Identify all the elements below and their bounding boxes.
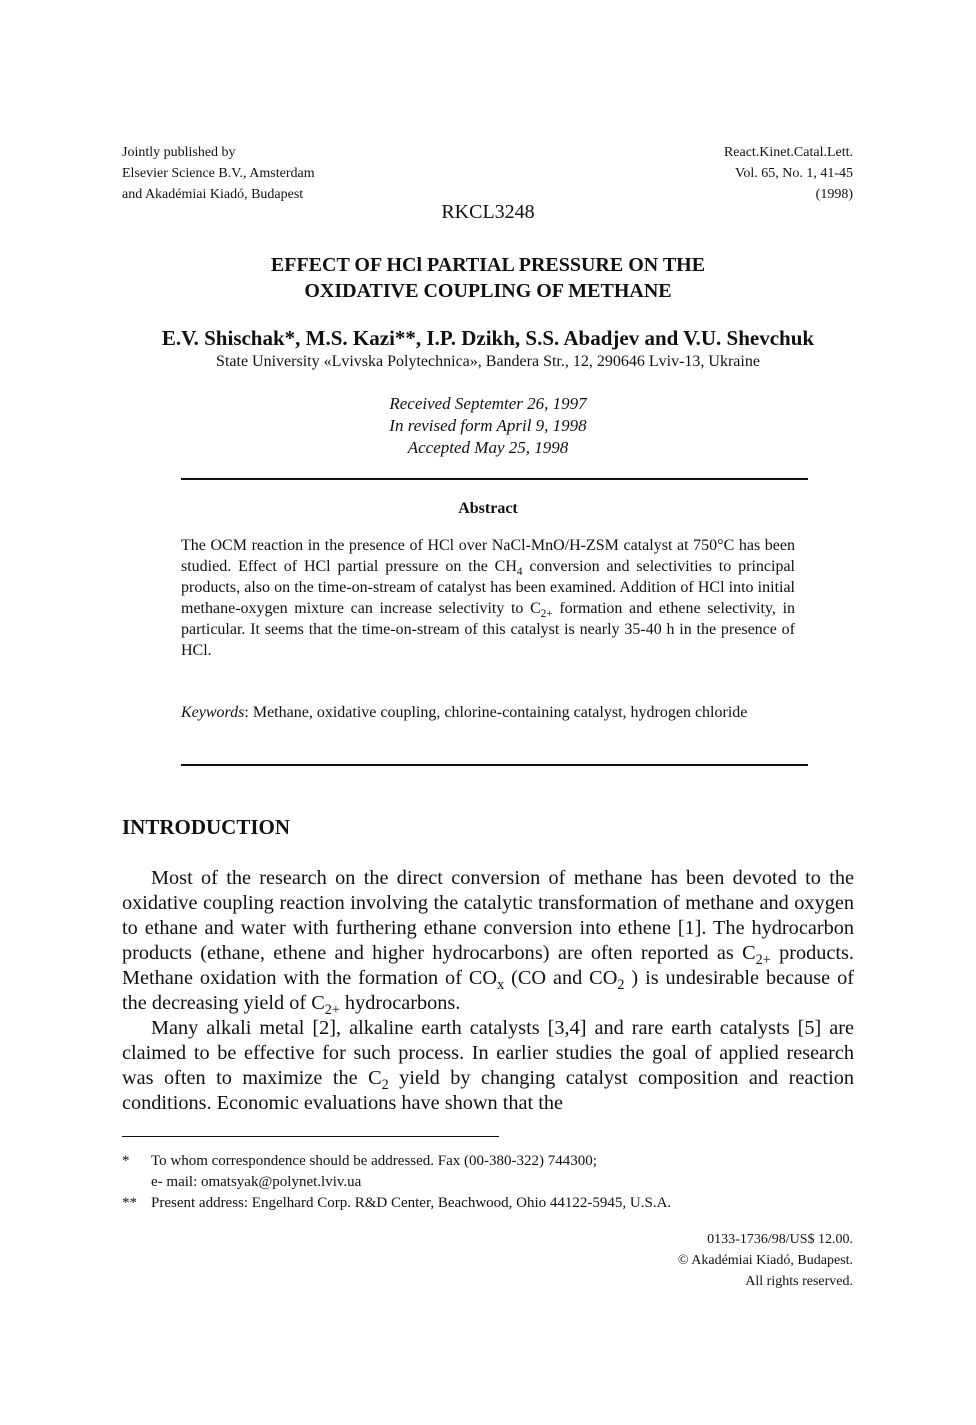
- keywords-text: : Methane, oxidative coupling, chlorine-containing catalyst, hydrogen chloride: [244, 704, 748, 721]
- journal-line: Vol. 65, No. 1, 41-45: [735, 166, 853, 181]
- introduction-heading: INTRODUCTION: [122, 815, 291, 839]
- footnote-text: [151, 1151, 597, 1193]
- title-line: EFFECT OF HCl PARTIAL PRESSURE ON THE: [270, 254, 706, 276]
- text-run: (CO and CO: [504, 967, 618, 989]
- subscript: 2+: [755, 952, 771, 969]
- affiliation: State University «Lvivska Polytechnica», Bandera Str., 12, 290646 Lviv-13, Ukraine: [216, 353, 760, 370]
- subscript: 4: [516, 566, 523, 579]
- introduction-body: [122, 866, 854, 1116]
- subscript: x: [497, 977, 505, 994]
- footnote-text: [151, 1193, 671, 1214]
- publisher-line: Elsevier Science B.V., Amsterdam: [122, 166, 315, 181]
- subscript: 2+: [324, 1002, 340, 1019]
- abstract-part: formation and ethene selectivity, in particular. It seems that the time-on-stream of this catalyst is nearly 35-40 h in the presence of HCl.: [181, 600, 796, 659]
- copyright-line: All rights reserved.: [745, 1274, 853, 1289]
- revised-date: In revised form April 9, 1998: [389, 416, 587, 435]
- abstract-part: The OCM reaction in the presence of HCl over NaCl-MnO/H-ZSM catalyst at 750°C has been studied. Effect of HCl partial pressure on the CH: [181, 537, 795, 575]
- text-run: products. Methane oxidation with the formation of CO: [122, 942, 854, 989]
- footnote-rule: [122, 1136, 499, 1137]
- text-run: ) is undesirable because of the decreasing yield of C: [122, 967, 854, 1014]
- intro-paragraph-2: [122, 1016, 854, 1116]
- publisher-line: and Akadémiai Kiadó, Budapest: [122, 187, 304, 202]
- journal-info: [724, 142, 853, 205]
- footnotes: [122, 1151, 854, 1214]
- title-line: OXIDATIVE COUPLING OF METHANE: [304, 280, 672, 302]
- text-run: yield by changing catalyst composition and reaction conditions. Economic evaluations have shown that the: [122, 1067, 854, 1114]
- copyright: [678, 1229, 853, 1292]
- footnote-mark: **: [122, 1195, 137, 1211]
- abstract-top-rule: [181, 478, 808, 480]
- abstract-part: conversion and selectivities to principal products, also on the time-on-stream of catalyst has been examined. Addition of HCl into initial methane-oxygen mixture can increase selectivity to C: [181, 558, 795, 617]
- keywords-label: Keywords: [181, 704, 245, 721]
- abstract-bottom-rule: [181, 764, 808, 766]
- paper-title: [0, 252, 976, 304]
- article-code: RKCL3248: [441, 201, 535, 223]
- footnote: [122, 1151, 854, 1193]
- subscript: 2: [617, 977, 625, 994]
- footnote-line: To whom correspondence should be addressed. Fax (00-380-322) 744300;: [151, 1153, 597, 1169]
- intro-paragraph-1: [122, 866, 854, 1019]
- text-run: Most of the research on the direct conversion of methane has been devoted to the oxidative coupling reaction involving the catalytic transformation of methane and oxygen to ethane and water with furthering ethane conversion into ethene [1]. The hydrocarbon products (ethane, ethene and higher hydrocarbons) are often reported as C: [122, 867, 854, 964]
- authors: E.V. Shischak*, M.S. Kazi**, I.P. Dzikh, S.S. Abadjev and V.U. Shevchuk: [161, 326, 815, 350]
- abstract-heading: Abstract: [458, 500, 518, 517]
- journal-line: (1998): [815, 187, 853, 202]
- footnote: [122, 1193, 854, 1214]
- publisher-info: [122, 142, 315, 205]
- accepted-date: Accepted May 25, 1998: [407, 438, 569, 457]
- copyright-line: © Akadémiai Kiadó, Budapest.: [677, 1253, 853, 1268]
- subscript: 2: [381, 1077, 389, 1094]
- dates: [0, 393, 976, 459]
- text-run: hydrocarbons.: [339, 992, 461, 1014]
- footnote-line: Present address: Engelhard Corp. R&D Center, Beachwood, Ohio 44122-5945, U.S.A.: [151, 1195, 672, 1211]
- copyright-line: 0133-1736/98/US$ 12.00.: [707, 1232, 853, 1247]
- footnote-mark: *: [122, 1153, 130, 1169]
- journal-line: React.Kinet.Catal.Lett.: [723, 145, 853, 160]
- abstract-text: [181, 535, 795, 661]
- footnote-line: e- mail: omatsyak@polynet.lviv.ua: [151, 1174, 362, 1190]
- subscript: 2+: [540, 608, 553, 621]
- received-date: Received Septemter 26, 1997: [389, 394, 587, 413]
- keywords: [181, 702, 795, 723]
- publisher-line: Jointly published by: [122, 145, 236, 160]
- text-run: Many alkali metal [2], alkaline earth catalysts [3,4] and rare earth catalysts [5] are claimed to be effective for such process. In earlier studies the goal of applied research was often to maximize the C: [122, 1017, 854, 1089]
